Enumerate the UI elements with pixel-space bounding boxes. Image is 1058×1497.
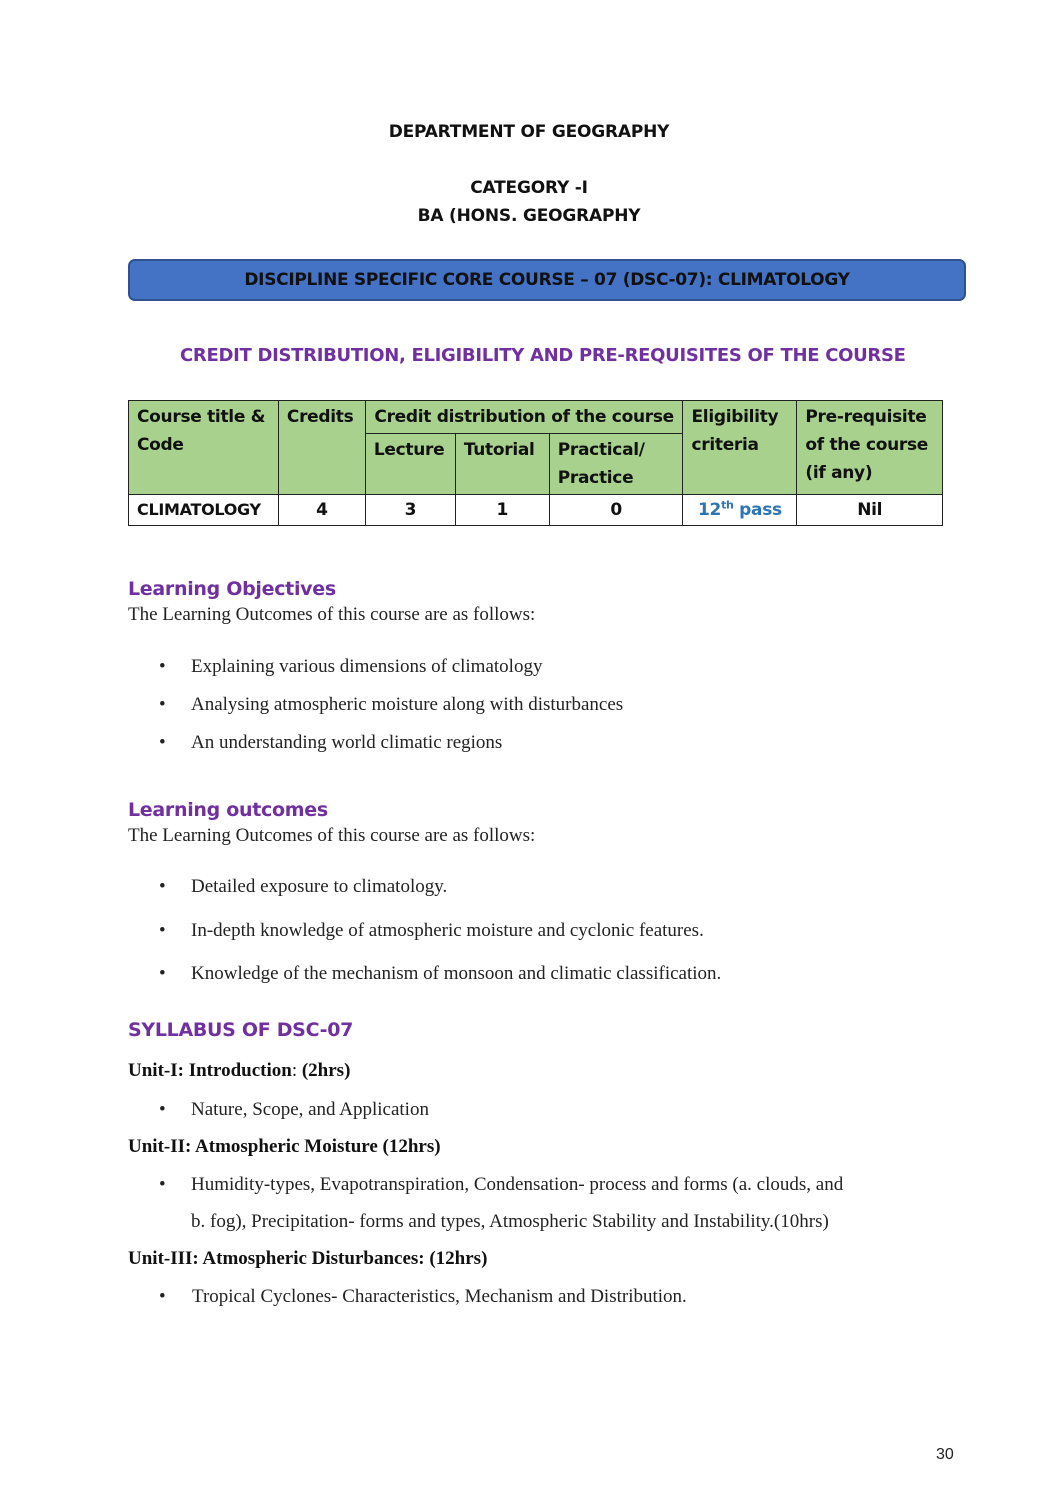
course-banner-text: DISCIPLINE SPECIFIC CORE COURSE – 07 (DSC-07): CLIMATOLOGY: [244, 270, 850, 290]
header-practical: Practical/ Practice: [549, 434, 683, 495]
eligibility-number: 12: [698, 500, 722, 520]
bullet-icon: •: [159, 732, 166, 753]
cell-tutorial: 1: [455, 495, 549, 526]
bullet-icon: •: [159, 1174, 166, 1195]
header-course-title: Course title & Code: [129, 401, 279, 495]
learning-objectives-intro: The Learning Outcomes of this course are as follows:: [128, 604, 536, 625]
cell-course: CLIMATOLOGY: [129, 495, 279, 526]
bullet-icon: •: [159, 656, 166, 677]
header-eligibility: Eligibility criteria: [683, 401, 797, 495]
learning-objectives-title: Learning Objectives: [128, 578, 336, 600]
eligibility-suffix: pass: [733, 500, 782, 520]
header-credit-distribution: Credit distribution of the course: [365, 401, 683, 434]
programme-heading: BA (HONS. GEOGRAPHY: [417, 206, 641, 226]
unit-2-heading: Unit-II: Atmospheric Moisture (12hrs): [128, 1136, 441, 1157]
bullet-icon: •: [159, 1286, 166, 1307]
bullet-icon: •: [159, 963, 166, 984]
unit-1-heading: Unit-I: Introduction: (2hrs): [128, 1060, 351, 1081]
table-header-row: [129, 401, 943, 434]
unit-3-heading: Unit-III: Atmospheric Disturbances: (12hrs): [128, 1248, 488, 1269]
cell-lecture: 3: [365, 495, 455, 526]
cell-credits: 4: [278, 495, 365, 526]
table-row: [129, 495, 943, 526]
department-heading: DEPARTMENT OF GEOGRAPHY: [388, 122, 670, 142]
course-banner: [128, 259, 966, 301]
syllabus-title: SYLLABUS OF DSC-07: [128, 1019, 354, 1041]
header-prerequisite: Pre-requisite of the course (if any): [797, 401, 943, 495]
header-lecture: Lecture: [365, 434, 455, 495]
cell-eligibility: [683, 495, 797, 526]
page-number: 30: [936, 1446, 954, 1463]
header-credits: Credits: [278, 401, 365, 495]
credit-section-title: CREDIT DISTRIBUTION, ELIGIBILITY AND PRE-REQUISITES OF THE COURSE: [180, 345, 906, 366]
category-heading: CATEGORY -I: [470, 178, 588, 198]
cell-practical: 0: [549, 495, 683, 526]
bullet-icon: •: [159, 876, 166, 897]
learning-outcomes-intro: The Learning Outcomes of this course are as follows:: [128, 825, 536, 846]
credit-table: [128, 400, 943, 526]
header-tutorial: Tutorial: [455, 434, 549, 495]
bullet-icon: •: [159, 1099, 166, 1120]
bullet-icon: •: [159, 694, 166, 715]
cell-prerequisite: Nil: [797, 495, 943, 526]
eligibility-superscript: th: [721, 498, 734, 512]
bullet-icon: •: [159, 920, 166, 941]
learning-outcomes-title: Learning outcomes: [128, 799, 328, 821]
